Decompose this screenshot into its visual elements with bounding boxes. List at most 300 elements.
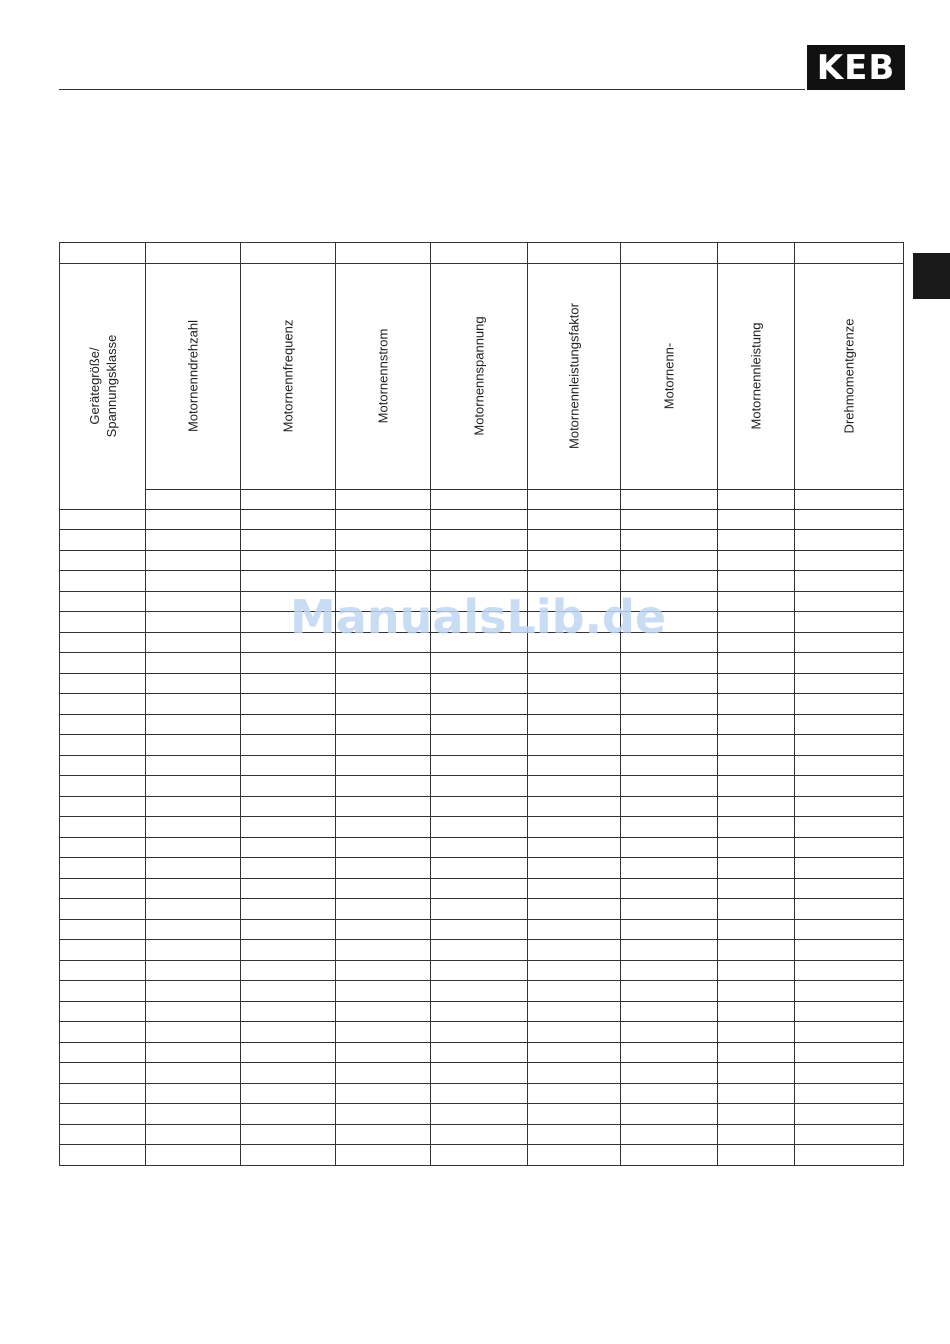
table-cell [621,981,718,1002]
table-cell [431,1001,528,1022]
table-cell [431,632,528,653]
table-cell [241,1104,336,1125]
table-row [60,550,904,571]
table-cell [146,776,241,797]
table-cell [528,530,621,551]
table-cell [528,940,621,961]
table-cell [431,1022,528,1043]
table-cell [336,940,431,961]
table-cell [795,653,904,674]
table-cell [146,530,241,551]
table-row [60,960,904,981]
table-cell [60,796,146,817]
table-cell [60,550,146,571]
table-cell [621,1145,718,1166]
table-cell [431,550,528,571]
table-cell [60,919,146,940]
table-cell [718,1042,795,1063]
table-cell [795,796,904,817]
table-cell [621,1001,718,1022]
table-cell [795,919,904,940]
table-cell [528,673,621,694]
table-row [60,714,904,735]
table-cell [528,243,621,264]
table-cell [528,776,621,797]
table-cell [241,858,336,879]
table-cell [336,550,431,571]
table-cell [336,714,431,735]
table-cell [718,612,795,633]
table-cell [146,571,241,592]
table-cell [60,878,146,899]
table-cell [621,899,718,920]
table-cell [241,530,336,551]
table-cell [718,858,795,879]
table-cell [718,817,795,838]
table-row [60,755,904,776]
table-cell [621,612,718,633]
table-cell [336,489,431,509]
table-cell [60,673,146,694]
table-cell [60,1124,146,1145]
table-row [60,571,904,592]
keb-logo [807,45,905,90]
table-cell [241,796,336,817]
table-cell [431,530,528,551]
table-cell [146,858,241,879]
table-cell [431,919,528,940]
table-cell [431,981,528,1002]
table-cell [718,489,795,509]
parameter-table [59,242,904,1166]
table-row [60,919,904,940]
top-empty-row [60,243,904,264]
table-cell [146,653,241,674]
table-cell [718,899,795,920]
table-cell [795,858,904,879]
table-cell [528,591,621,612]
table-cell [241,755,336,776]
table-cell [431,571,528,592]
table-cell [146,1042,241,1063]
table-row [60,1083,904,1104]
header-label: Motornenn- [661,342,677,410]
header-motor-voltage [431,263,528,489]
table-cell [146,1145,241,1166]
table-cell [241,673,336,694]
table-cell [60,735,146,756]
table-row [60,1104,904,1125]
table-cell [146,714,241,735]
table-cell [60,817,146,838]
table-cell [146,899,241,920]
table-cell [621,940,718,961]
table-cell [795,776,904,797]
table-cell [336,1063,431,1084]
table-cell [241,632,336,653]
table-cell [621,530,718,551]
table-cell [718,714,795,735]
table-cell [241,714,336,735]
table-cell [718,1083,795,1104]
table-cell [621,694,718,715]
table-cell [431,612,528,633]
table-cell [621,919,718,940]
table-cell [718,919,795,940]
table-cell [795,694,904,715]
header-motor-nominal [621,263,718,489]
table-cell [718,1022,795,1043]
table-cell [336,1145,431,1166]
table-cell [336,776,431,797]
table-cell [146,878,241,899]
table-cell [146,612,241,633]
table-cell [528,858,621,879]
table-row [60,1124,904,1145]
table-cell [718,1001,795,1022]
header-label: Motornennfrequenz [280,319,296,433]
table-cell [528,1022,621,1043]
table-cell [528,1145,621,1166]
table-cell [718,981,795,1002]
table-cell [60,1042,146,1063]
table-cell [718,1063,795,1084]
table-cell [431,1083,528,1104]
table-cell [795,509,904,530]
table-cell [146,1083,241,1104]
header-label: Motornennstrom [375,328,391,424]
table-cell [621,817,718,838]
table-cell [528,509,621,530]
table-cell [528,632,621,653]
table-cell [718,878,795,899]
table-row [60,673,904,694]
header-rule [59,89,805,90]
table-cell [431,673,528,694]
table-cell [621,755,718,776]
table-row [60,1145,904,1166]
table-cell [621,509,718,530]
table-cell [718,1104,795,1125]
table-cell [528,878,621,899]
table-cell [431,1042,528,1063]
table-cell [60,694,146,715]
watermark: ManualsLib.de [290,590,667,644]
table-cell [146,940,241,961]
table-cell [336,755,431,776]
table-cell [528,981,621,1002]
table-cell [431,796,528,817]
chapter-tab-marker [913,253,950,299]
table-cell [60,858,146,879]
table-row [60,1022,904,1043]
table-cell [528,817,621,838]
table-cell [60,653,146,674]
table-cell [336,1001,431,1022]
table-cell [795,550,904,571]
table-cell [621,1124,718,1145]
table-cell [795,1022,904,1043]
table-cell [528,899,621,920]
table-cell [795,878,904,899]
table-row [60,1063,904,1084]
table-cell [241,960,336,981]
table-cell [795,1124,904,1145]
table-row [60,591,904,612]
table-row [60,735,904,756]
table-cell [795,755,904,776]
table-cell [60,899,146,920]
table-row [60,940,904,961]
table-cell [795,735,904,756]
table-cell [336,571,431,592]
header-torque-limit [795,263,904,489]
table-row [60,632,904,653]
table-cell [431,243,528,264]
table-cell [146,755,241,776]
header-motor-frequency [241,263,336,489]
table-cell [146,1001,241,1022]
table-cell [718,653,795,674]
unit-row [60,489,904,509]
table-cell [431,837,528,858]
table-cell [718,1145,795,1166]
table-cell [60,1145,146,1166]
table-cell [146,591,241,612]
table-cell [336,960,431,981]
table-cell [60,591,146,612]
table-cell [528,612,621,633]
table-cell [336,591,431,612]
table-cell [528,1042,621,1063]
table-row [60,694,904,715]
table-cell [621,591,718,612]
table-cell [336,673,431,694]
table-cell [795,1063,904,1084]
table-cell [336,817,431,838]
table-cell [795,817,904,838]
table-cell [336,653,431,674]
table-cell [336,509,431,530]
table-cell [336,1124,431,1145]
table-cell [431,1145,528,1166]
table-cell [795,632,904,653]
table-cell [528,714,621,735]
table-cell [146,509,241,530]
table-row [60,776,904,797]
table-cell [60,571,146,592]
table-cell [336,1104,431,1125]
table-cell [621,796,718,817]
table-cell [795,960,904,981]
table-cell [241,878,336,899]
table-cell [718,509,795,530]
table-cell [795,243,904,264]
table-cell [146,960,241,981]
table-cell [336,1042,431,1063]
table-cell [621,1022,718,1043]
table-cell [431,694,528,715]
table-cell [718,530,795,551]
header-label: Spannungsklasse [103,334,119,438]
table-cell [146,673,241,694]
table-cell [528,796,621,817]
table-row [60,1001,904,1022]
table-cell [431,776,528,797]
table-cell [241,1124,336,1145]
table-cell [336,858,431,879]
table-cell [621,878,718,899]
table-cell [621,1083,718,1104]
table-cell [60,837,146,858]
table-cell [718,591,795,612]
table-cell [336,837,431,858]
table-cell [146,550,241,571]
table-row [60,612,904,633]
logo-text: KEB [816,47,896,88]
table-cell [795,1083,904,1104]
table-cell [60,1063,146,1084]
table-row [60,817,904,838]
table-cell [241,489,336,509]
table-cell [528,1063,621,1084]
header-label: Motornennleistung [748,322,764,430]
table-row [60,858,904,879]
table-cell [621,653,718,674]
table-cell [431,858,528,879]
table-row [60,1042,904,1063]
table-cell [528,571,621,592]
table-cell [241,776,336,797]
table-cell [528,694,621,715]
table-cell [241,1001,336,1022]
table-cell [241,243,336,264]
table-cell [528,755,621,776]
table-cell [60,612,146,633]
table-cell [241,1042,336,1063]
table-cell [146,796,241,817]
table-row [60,796,904,817]
table-cell [241,1145,336,1166]
table-cell [60,776,146,797]
table-cell [431,714,528,735]
table-cell [431,509,528,530]
table-cell [60,632,146,653]
table-cell [336,981,431,1002]
table-cell [336,735,431,756]
table-cell [795,1042,904,1063]
table-cell [528,1104,621,1125]
table-cell [718,735,795,756]
table-cell [241,837,336,858]
table-cell [60,243,146,264]
header-label: Gerätegröße/ [86,347,102,425]
table-cell [528,1001,621,1022]
table-cell [60,940,146,961]
table-cell [431,755,528,776]
table-cell [336,899,431,920]
table-cell [241,509,336,530]
header-device-size [60,263,146,509]
table-cell [146,632,241,653]
table-cell [795,837,904,858]
table-cell [718,940,795,961]
table-cell [718,673,795,694]
table-cell [431,878,528,899]
table-cell [431,1063,528,1084]
table-cell [60,530,146,551]
table-cell [718,694,795,715]
table-cell [621,837,718,858]
table-cell [336,243,431,264]
table-cell [60,509,146,530]
table-cell [336,796,431,817]
header-power-factor [528,263,621,489]
table-cell [718,1124,795,1145]
header-motor-power [718,263,795,489]
table-cell [431,591,528,612]
column-header-row [60,263,904,489]
table-cell [718,550,795,571]
table-cell [718,776,795,797]
table-cell [621,776,718,797]
table-cell [718,960,795,981]
table-cell [336,878,431,899]
table-cell [718,243,795,264]
table-cell [718,755,795,776]
table-row [60,509,904,530]
table-cell [621,858,718,879]
table-cell [795,530,904,551]
table-cell [528,1124,621,1145]
table-cell [146,1104,241,1125]
table-cell [336,1022,431,1043]
table-cell [241,1022,336,1043]
table-cell [60,1104,146,1125]
table-cell [718,796,795,817]
table-cell [795,899,904,920]
table-cell [241,981,336,1002]
table-cell [795,1104,904,1125]
table-cell [528,919,621,940]
table-cell [336,632,431,653]
table-cell [528,489,621,509]
table-row [60,837,904,858]
table-cell [431,735,528,756]
table-cell [146,1063,241,1084]
table-cell [241,1063,336,1084]
table-row [60,653,904,674]
table-cell [146,981,241,1002]
table-cell [431,817,528,838]
table-cell [146,243,241,264]
table-cell [336,694,431,715]
table-cell [621,1042,718,1063]
table-row [60,899,904,920]
table-cell [795,714,904,735]
table-cell [528,1083,621,1104]
table-cell [718,632,795,653]
header-motor-speed [146,263,241,489]
table-cell [528,837,621,858]
table-cell [146,919,241,940]
table-cell [795,940,904,961]
table-cell [431,653,528,674]
table-cell [621,673,718,694]
table-cell [621,960,718,981]
table-cell [621,571,718,592]
table-cell [621,1104,718,1125]
